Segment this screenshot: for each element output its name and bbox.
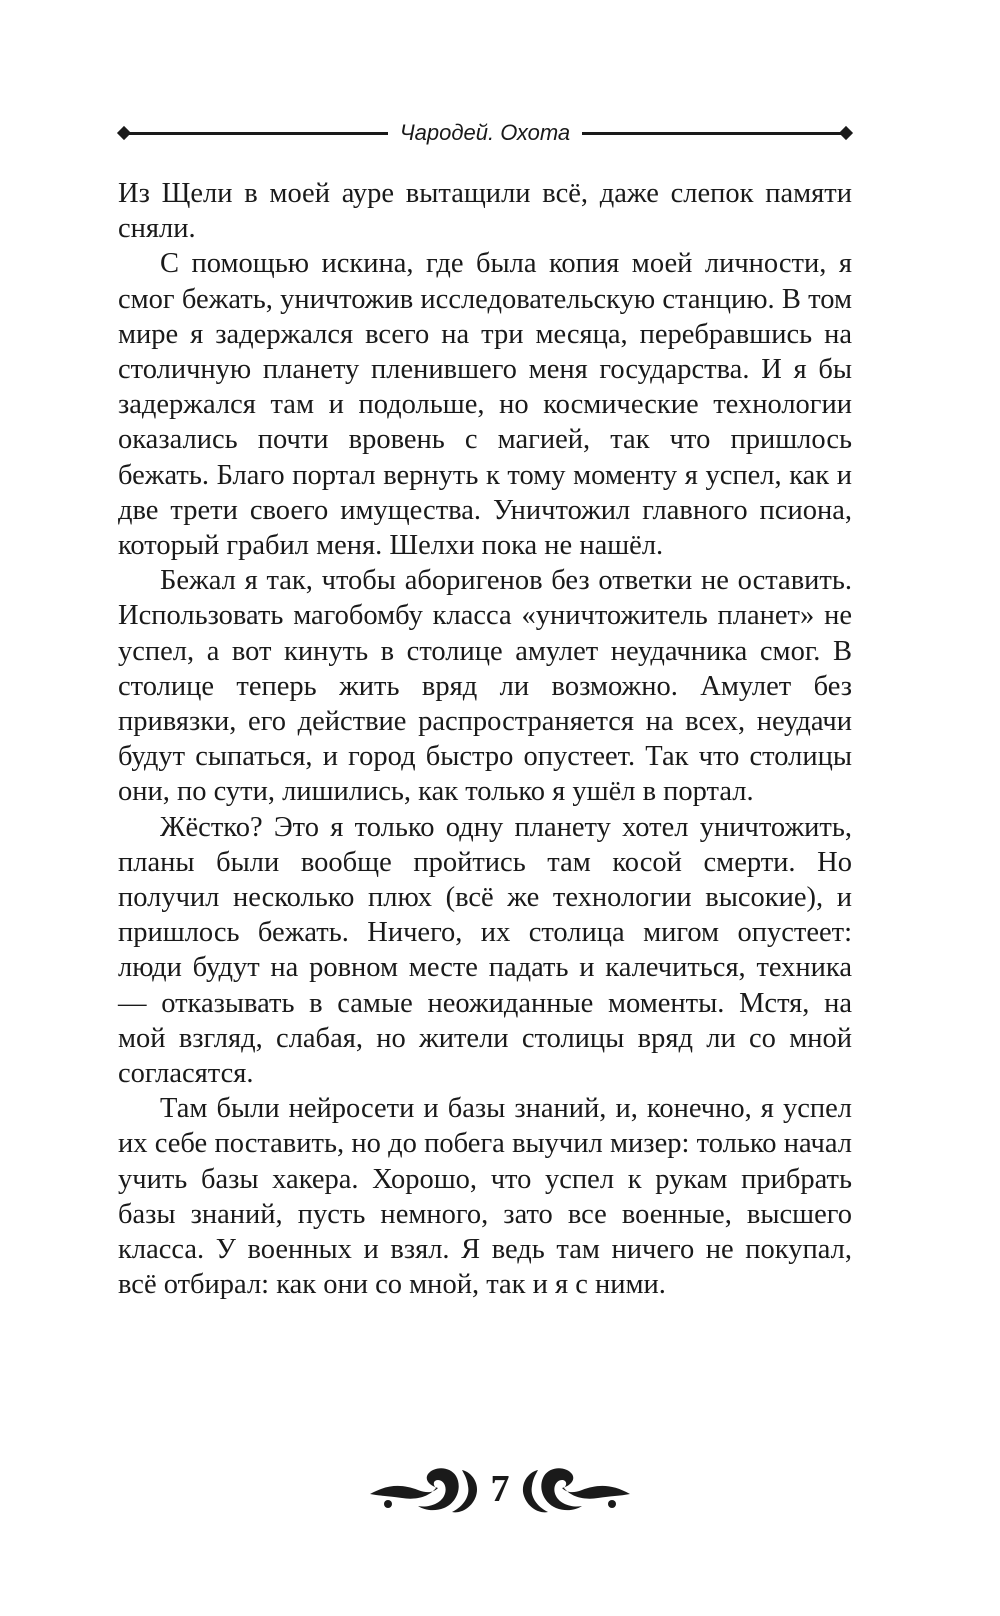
running-title: Чародей. Охота [399, 120, 571, 145]
page-number: 7 [490, 1468, 510, 1510]
paragraph-2: С помощью искина, где была копия моей личности, я смог бежать, уничтожив исследовательскую станцию. В том мире я задержался всего на три месяца, перебравшись на столичную планету пленившего меня государства. И я бы задержался там и подольше, но космические технологии оказались почти вровень с магией, так что пришлось бежать. Благо портал вернуть к тому моменту я успел, как и две трети своего имущества. Уничтожил главного псиона, который грабил меня. Шелхи пока не нашёл. [118, 248, 852, 562]
folio [0, 1456, 1000, 1526]
paragraph-3: Бежал я так, чтобы аборигенов без ответки не оставить. Использовать магобомбу класса «уничтожитель планет» не успел, а вот кинуть в столице амулет неудачника смог. В столице теперь жить вряд ли возможно. Амулет без привязки, его действие распространяется на всех, неудачи будут сыпаться, и город быстро опустеет. Так что столицы они, по сути, лишились, как только я ушёл в портал. [118, 565, 852, 808]
flourish-right-icon [512, 1462, 632, 1518]
paragraph-4: Жёстко? Это я только одну планету хотел уничтожить, планы были вообще пройтись там косой смерти. Но получил несколько плюх (всё же технологии высокие), и пришлось бежать. Ничего, их столица мигом опустеет: люди будут на ровном месте падать и калечиться, техника — отказывать в самые неожиданные моменты. Мстя, на мой взгляд, слабая, но жители столицы вряд ли со мной согласятся. [118, 811, 852, 1090]
header-rule-right [582, 132, 844, 135]
paragraph-5: Там были нейросети и базы знаний, и, конечно, я успел их себе поставить, но до побега выучил мизер: только начал учить базы хакера. Хорошо, что успел к рукам прибрать базы знаний, пусть немного, зато все военные, высшего класса. У военных и взял. Я ведь там ничего не покупал, всё отбирал: как они со мной, так и я с ними. [118, 1093, 852, 1301]
body-text [118, 176, 852, 1303]
paragraph-1: Из Щели в моей ауре вытащили всё, даже слепок памяти сняли. [118, 178, 852, 245]
running-head [118, 118, 852, 148]
